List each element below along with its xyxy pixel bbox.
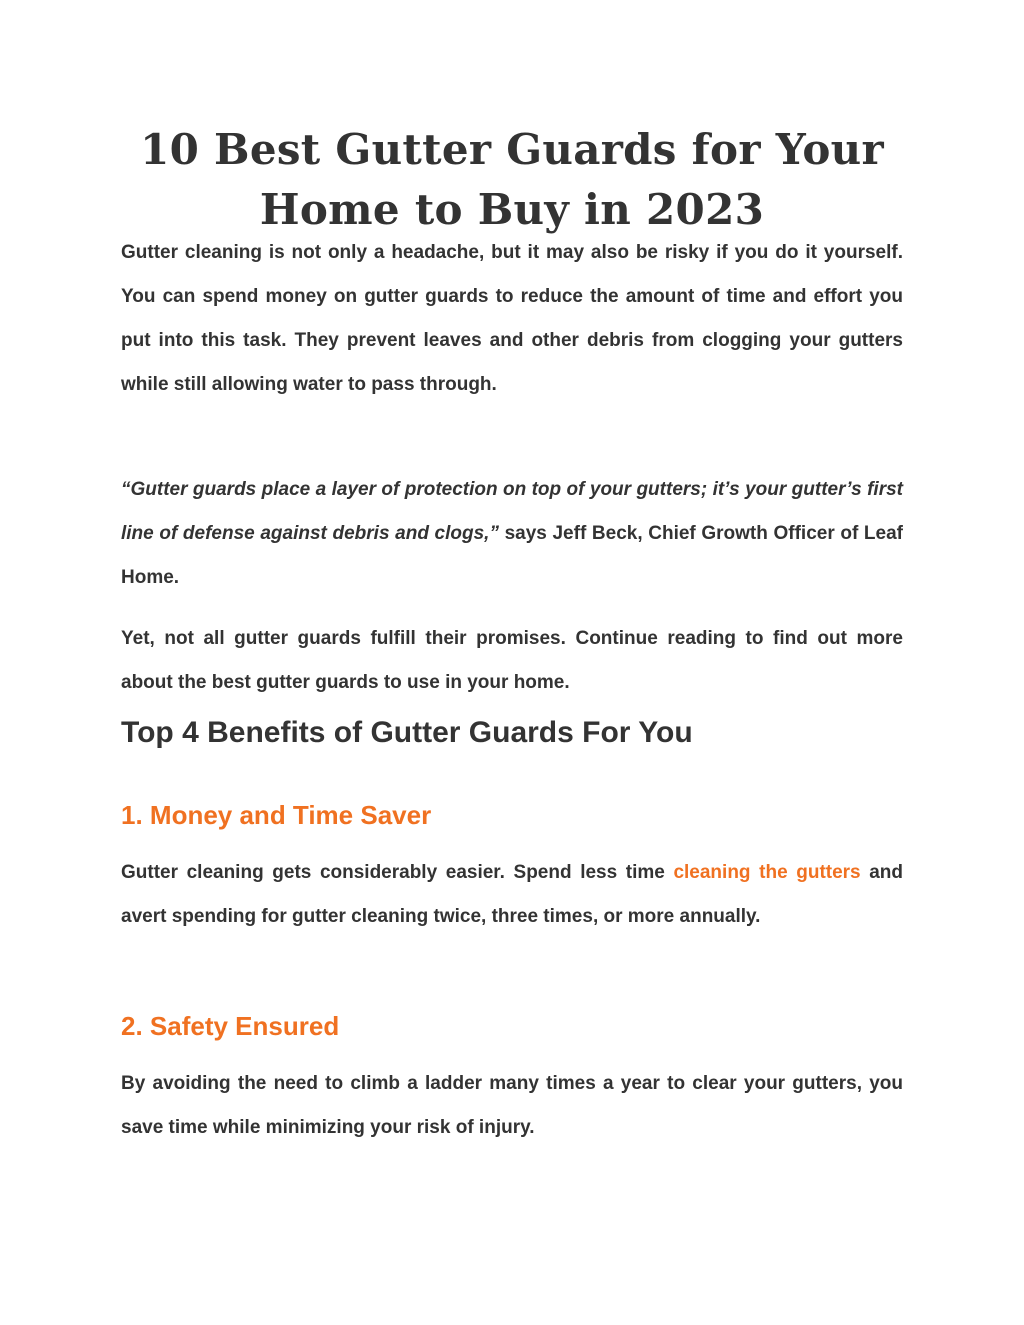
- yet-paragraph: Yet, not all gutter guards fulfill their promises. Continue reading to find out more about the best gutter guards to use in your home.: [121, 628, 903, 693]
- benefit1-paragraph: [121, 851, 903, 939]
- benefit1-text-before: Gutter cleaning gets considerably easier. Spend less time: [121, 862, 674, 883]
- benefits-heading: Top 4 Benefits of Gutter Guards For You: [121, 716, 693, 749]
- benefit1-text-after: and avert spending for gutter cleaning twice, three times, or more annually.: [121, 862, 904, 927]
- quote-attribution: says Jeff Beck, Chief Growth Officer of Leaf Home.: [121, 523, 903, 588]
- benefit2-heading: 2. Safety Ensured: [121, 1011, 340, 1041]
- quote-text: “Gutter guards place a layer of protection on top of your gutters; it’s your gutter’s first line of defense against debris and clogs,”: [121, 479, 903, 544]
- article-title-line2: Home to Buy in 2023: [259, 185, 765, 234]
- cleaning-gutters-link[interactable]: cleaning the gutters: [673, 862, 861, 883]
- intro-paragraph: Gutter cleaning is not only a headache, but it may also be risky if you do it yourself. You can spend money on gutter guards to reduce the amount of time and effort you put into this task. They prevent leaves and other debris from clogging your gutters while still allowing water to pass through.: [121, 242, 903, 395]
- benefit1-heading: 1. Money and Time Saver: [121, 800, 432, 830]
- article-title: [81, 120, 943, 240]
- benefit2-paragraph: By avoiding the need to climb a ladder many times a year to clear your gutters, you save time while minimizing your risk of injury.: [121, 1073, 903, 1138]
- article-title-line1: 10 Best Gutter Guards for Your: [140, 125, 884, 174]
- quote-paragraph: [121, 468, 903, 600]
